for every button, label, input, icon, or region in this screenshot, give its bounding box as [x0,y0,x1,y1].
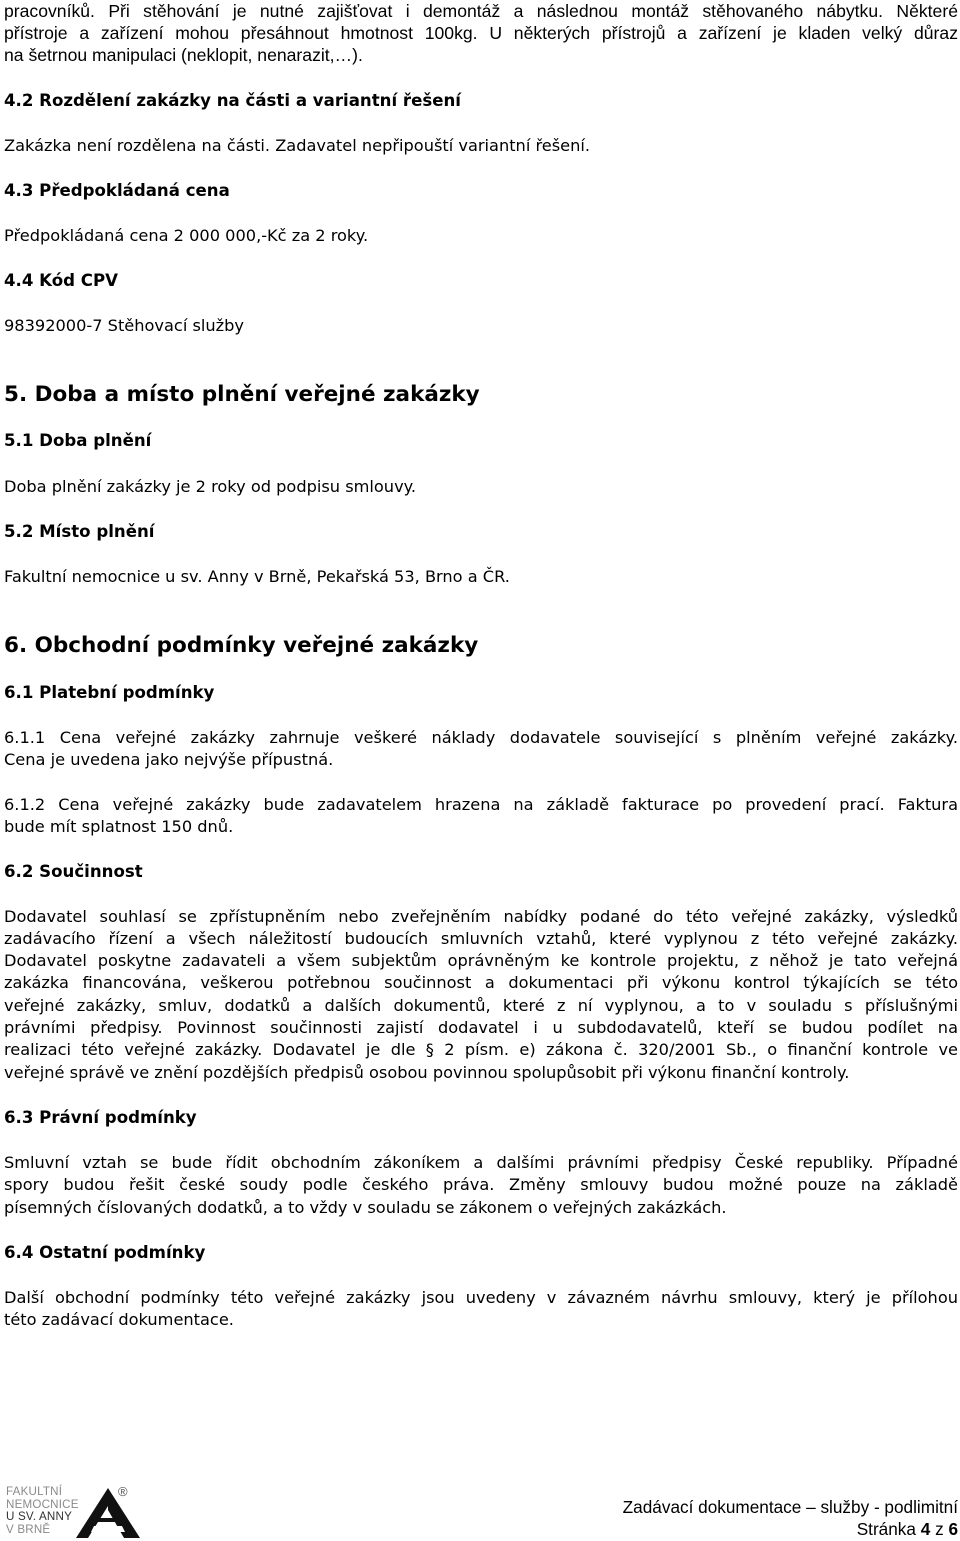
logo-a-mark-icon [72,1486,142,1540]
logo-text-line: U SV. ANNY [6,1510,73,1524]
paragraph-line: Dodavatel souhlasí se zpřístupněním nebo zveřejněním nabídky podané do této veřejné zakázky, výsledků [4,907,958,926]
section-heading-5-1: 5.1 Doba plnění [4,431,152,450]
section-text-4-4: 98392000-7 Stěhovací služby [4,316,245,335]
paragraph-line: veřejné zakázky, smluv, dodatků a dalších dokumentů, které z ní vyplynou, a to v souladu s příslušnými [4,996,958,1015]
intro-line: přístroje a zařízení mohou přesáhnout hmotnost 100kg. U některých přístrojů a zařízení je kladen velký důraz [4,23,958,43]
section-heading-5-2: 5.2 Místo plnění [4,522,155,541]
paragraph-line: 6.1.1 Cena veřejné zakázky zahrnuje veškeré náklady dodavatele související s plněním veřejné zakázky. [4,728,958,747]
page-current: 4 [920,1519,931,1539]
section-text-5-1: Doba plnění zakázky je 2 roky od podpisu smlouvy. [4,477,417,496]
registered-mark: ® [118,1484,128,1499]
logo-text-line: V BRNĚ [6,1522,51,1536]
section-text-4-3: Předpokládaná cena 2 000 000,-Kč za 2 roky. [4,226,369,245]
intro-line: pracovníků. Při stěhování je nutné zajišťovat i demontáž a následnou montáž stěhovaného nábytku. Některé [4,1,958,21]
hospital-logo [6,1486,136,1538]
logo-text [6,1486,79,1536]
section-heading-4-2: 4.2 Rozdělení zakázky na části a variantní řešení [4,91,461,110]
chapter-heading-5: 5. Doba a místo plnění veřejné zakázky [4,382,480,407]
paragraph-line: Další obchodní podmínky této veřejné zakázky jsou uvedeny v závazném návrhu smlouvy, který je přílohou [4,1288,958,1307]
paragraph-line: Cena je uvedena jako nejvýše přípustná. [4,750,334,769]
paragraph-line: této zadávací dokumentace. [4,1310,234,1329]
paragraph-line: písemných číslovaných dodatků, a to vždy v souladu se zákonem o veřejných zakázkách. [4,1198,727,1217]
section-heading-4-3: 4.3 Předpokládaná cena [4,181,230,200]
paragraph-line: realizaci této veřejné zakázky. Dodavatel je dle § 2 písm. e) zákona č. 320/2001 Sb., o finanční kontrole ve [4,1040,958,1059]
section-heading-6-3: 6.3 Právní podmínky [4,1108,197,1127]
section-heading-4-4: 4.4 Kód CPV [4,271,118,290]
section-heading-6-2: 6.2 Součinnost [4,862,143,881]
intro-line: na šetrnou manipulaci (neklopit, nenarazit,…). [4,45,363,65]
section-text-4-2: Zakázka není rozdělena na části. Zadavatel nepřipouští variantní řešení. [4,136,591,155]
section-text-5-2: Fakultní nemocnice u sv. Anny v Brně, Pekařská 53, Brno a ČR. [4,567,510,586]
logo-text-line: NEMOCNICE [6,1497,79,1511]
paragraph-line: 6.1.2 Cena veřejné zakázky bude zadavatelem hrazena na základě fakturace po provedení prací. Faktura [4,795,958,814]
logo-text-line: FAKULTNÍ [6,1485,63,1498]
page-total: 6 [948,1519,958,1539]
section-heading-6-1: 6.1 Platební podmínky [4,683,215,702]
page-label: Stránka [856,1519,916,1539]
footer-page-number [857,1518,958,1540]
footer-doc-title: Zadávací dokumentace – služby - podlimitní [622,1497,958,1517]
paragraph-line: zadávacího řízení a všech náležitostí budoucích smluvních vztahů, které vyplynou z této veřejné zakázky. [4,929,958,948]
paragraph-line: Dodavatel poskytne zadavateli a všem subjektům oprávněným ke kontrole projektu, z něhož je tato veřejná [4,951,958,970]
paragraph-line: právními předpisy. Povinnost součinnosti zajistí dodavatel i u subdodavatelů, kteří se budou podílet na [4,1018,958,1037]
paragraph-line: veřejné správě ve znění pozdějších předpisů osobou povinnou spolupůsobit při výkonu finanční kontroly. [4,1063,850,1082]
chapter-heading-6: 6. Obchodní podmínky veřejné zakázky [4,633,479,658]
paragraph-line: bude mít splatnost 150 dnů. [4,817,234,836]
paragraph-line: Smluvní vztah se bude řídit obchodním zákoníkem a dalšími právními předpisy České republiky. Případné [4,1153,958,1172]
section-heading-6-4: 6.4 Ostatní podmínky [4,1243,206,1262]
paragraph-line: zakázka financována, veškerou potřebnou součinnost a dokumentaci při výkonu kontrol týkajících se této [4,973,958,992]
page-of: z [935,1519,944,1539]
paragraph-line: spory budou řešit české soudy podle českého práva. Změny smlouvy budou možné pouze na základě [4,1175,958,1194]
